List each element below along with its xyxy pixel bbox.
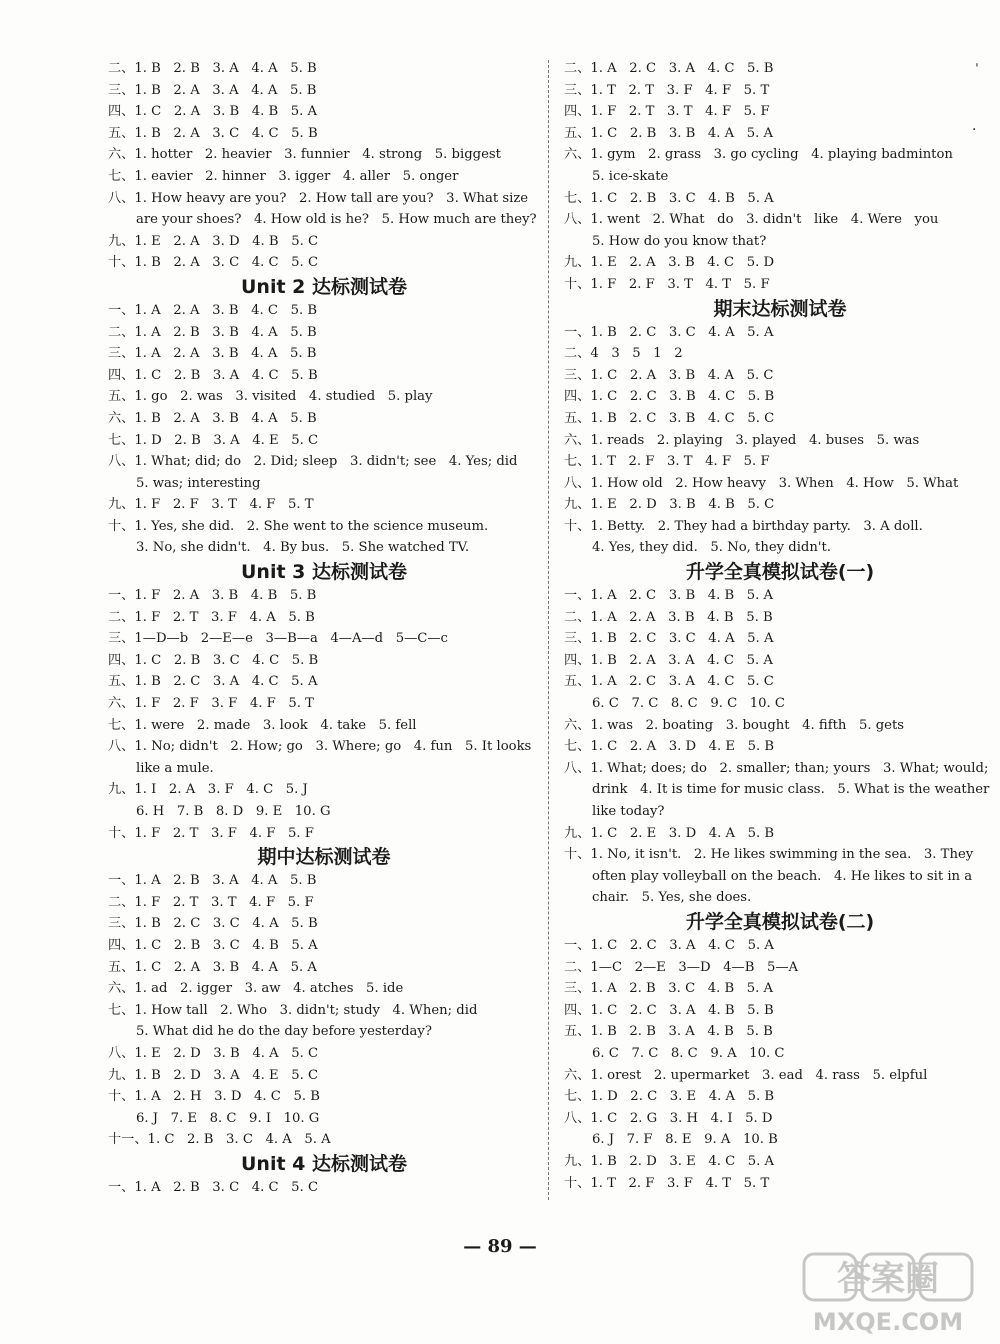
answer-line: 一、1. A 2. A 3. B 4. C 5. B — [108, 302, 318, 318]
answer-line: 6. H 7. B 8. D 9. E 10. G — [136, 804, 331, 819]
scan-mark: · — [972, 122, 977, 138]
section-heading: Unit 4 达标测试卷 — [241, 1152, 407, 1175]
answer-line: 5. ice-skate — [592, 168, 669, 184]
answer-line: 三、1. T 2. T 3. F 4. F 5. T — [564, 82, 770, 98]
answer-line: 二、1. F 2. T 3. F 4. A 5. B — [108, 609, 315, 625]
section-heading: 期中达标测试卷 — [257, 846, 391, 869]
page-number: — 89 — — [463, 1236, 537, 1257]
section-heading: 升学全真模拟试卷(二) — [685, 910, 875, 933]
answer-line: 十、1. Betty. 2. They had a birthday party. 3. A doll. — [564, 518, 923, 534]
answer-line: 三、1. B 2. C 3. C 4. A 5. A — [564, 631, 774, 647]
answer-line: 九、1. B 2. D 3. E 4. C 5. A — [564, 1153, 775, 1169]
answer-line: 四、1. C 2. B 3. C 4. B 5. A — [108, 937, 318, 953]
answer-line: 八、1. How heavy are you? 2. How tall are you? 3. What size — [108, 190, 529, 206]
answer-line: 6. C 7. C 8. C 9. C 10. C — [592, 696, 786, 712]
answer-line: 五、1. B 2. B 3. A 4. B 5. B — [564, 1024, 773, 1040]
answer-line: 6. J 7. F 8. E 9. A 10. B — [592, 1132, 778, 1148]
answer-line: 一、1. F 2. A 3. B 4. B 5. B — [108, 588, 317, 604]
answer-line: 六、1. ad 2. igger 3. aw 4. atches 5. ide — [108, 981, 404, 997]
answer-line: 七、1. T 2. F 3. T 4. F 5. F — [564, 454, 770, 470]
answer-line: 六、1. hotter 2. heavier 3. funnier 4. strong 5. biggest — [108, 147, 501, 163]
answer-line: 四、1. F 2. T 3. T 4. F 5. F — [564, 104, 770, 120]
answer-line: 六、1. gym 2. grass 3. go cycling 4. playing badminton — [564, 147, 953, 163]
answer-line: 二、1—C 2—E 3—D 4—B 5—A — [564, 959, 799, 975]
answer-line: 九、1. E 2. D 3. B 4. B 5. C — [564, 497, 775, 513]
answer-line: are your shoes? 4. How old is he? 5. How much are they? — [136, 212, 537, 228]
answer-line: 八、1. went 2. What do 3. didn't like 4. Were you — [564, 212, 939, 228]
answer-line: 八、1. What; did; do 2. Did; sleep 3. didn't; see 4. Yes; did — [108, 454, 518, 470]
answer-line: 一、1. B 2. C 3. C 4. A 5. A — [564, 324, 774, 340]
scan-mark: ˈ — [975, 62, 979, 78]
answer-line: 四、1. C 2. A 3. B 4. B 5. A — [108, 104, 318, 120]
right-column — [564, 58, 996, 1194]
answer-line: 七、1. were 2. made 3. look 4. take 5. fell — [108, 717, 417, 733]
answer-line: 九、1. I 2. A 3. F 4. C 5. J — [108, 782, 308, 798]
answer-line: 五、1. A 2. C 3. A 4. C 5. C — [564, 674, 774, 690]
answer-line: 六、1. B 2. A 3. B 4. A 5. B — [108, 410, 317, 426]
answer-line: 七、1. C 2. B 3. C 4. B 5. A — [564, 190, 774, 206]
answer-line: 6. C 7. C 8. C 9. A 10. C — [592, 1045, 785, 1061]
answer-line: 二、1. A 2. C 3. A 4. C 5. B — [564, 61, 774, 76]
answer-line: like today? — [592, 804, 665, 819]
answer-line: 八、1. What; does; do 2. smaller; than; yours 3. What; would; — [564, 760, 989, 776]
answer-line: 一、1. C 2. C 3. A 4. C 5. A — [564, 937, 774, 953]
answer-line: 三、1. A 2. B 3. C 4. B 5. A — [564, 981, 774, 997]
answer-line: 十、1. B 2. A 3. C 4. C 5. C — [108, 255, 319, 271]
answer-line: 八、1. No; didn't 2. How; go 3. Where; go 4. fun 5. It looks — [108, 739, 532, 755]
answer-line: 3. No, she didn't. 4. By bus. 5. She watched TV. — [136, 540, 470, 556]
answer-line: 八、1. How old 2. How heavy 3. When 4. How 5. What — [564, 475, 959, 491]
answer-line: 二、1. A 2. A 3. B 4. B 5. B — [564, 609, 773, 625]
section-heading: Unit 3 达标测试卷 — [241, 561, 407, 584]
answer-line: 十、1. Yes, she did. 2. She went to the science museum. — [108, 518, 489, 534]
answer-line: 二、1. A 2. B 3. B 4. A 5. B — [108, 324, 317, 340]
watermark-text: 答案圈 — [837, 1259, 939, 1299]
answer-line: 5. What did he do the day before yesterday? — [136, 1024, 432, 1040]
answer-line: 4. Yes, they did. 5. No, they didn't. — [592, 540, 831, 556]
section-heading: 升学全真模拟试卷(一) — [685, 561, 875, 584]
watermark-logo — [796, 1250, 986, 1336]
answer-line: 四、1. C 2. C 3. A 4. B 5. B — [564, 1002, 774, 1018]
column-divider — [548, 60, 549, 1200]
answer-line: 6. J 7. E 8. C 9. I 10. G — [136, 1110, 320, 1126]
answer-line: 四、1. C 2. C 3. B 4. C 5. B — [564, 389, 775, 405]
answer-line: 七、1. How tall 2. Who 3. didn't; study 4. When; did — [108, 1002, 478, 1018]
answer-line: 六、1. was 2. boating 3. bought 4. fifth 5. gets — [564, 717, 905, 733]
answer-line: 九、1. B 2. D 3. A 4. E 5. C — [108, 1067, 319, 1083]
answer-line: 5. was; interesting — [136, 475, 261, 491]
answer-line: 一、1. A 2. B 3. A 4. A 5. B — [108, 873, 317, 889]
answer-line: 十、1. F 2. T 3. F 4. F 5. F — [108, 825, 314, 841]
answer-line: 十、1. F 2. F 3. T 4. T 5. F — [564, 276, 770, 292]
answer-line: often play volleyball on the beach. 4. He likes to sit in a — [592, 868, 973, 884]
answer-line: 三、1. A 2. A 3. B 4. A 5. B — [108, 346, 317, 362]
answer-line: 十、1. A 2. H 3. D 4. C 5. B — [108, 1089, 320, 1105]
answer-line: 三、1. B 2. A 3. A 4. A 5. B — [108, 82, 317, 98]
watermark-url: MXQE.COM — [812, 1308, 964, 1336]
answer-line: 二、4 3 5 1 2 — [564, 346, 683, 362]
answer-line: 一、1. A 2. C 3. B 4. B 5. A — [564, 588, 774, 604]
answer-line: chair. 5. Yes, she does. — [592, 890, 752, 906]
answer-line: 九、1. C 2. E 3. D 4. A 5. B — [564, 825, 775, 841]
answer-line: 五、1. B 2. C 3. A 4. C 5. A — [108, 674, 318, 690]
answer-line: 三、1. C 2. A 3. B 4. A 5. C — [564, 367, 774, 383]
answer-line: 四、1. C 2. B 3. C 4. C 5. B — [108, 652, 319, 668]
answer-line: 四、1. C 2. B 3. A 4. C 5. B — [108, 367, 318, 383]
answer-line: 七、1. C 2. A 3. D 4. E 5. B — [564, 739, 775, 755]
answer-line: 四、1. B 2. A 3. A 4. C 5. A — [564, 652, 773, 668]
answer-line: 十、1. T 2. F 3. F 4. T 5. T — [564, 1175, 770, 1191]
answer-line: 三、1. B 2. C 3. C 4. A 5. B — [108, 916, 318, 932]
answer-line: 十、1. No, it isn't. 2. He likes swimming in the sea. 3. They — [564, 847, 974, 863]
answer-line: 八、1. C 2. G 3. H 4. I 5. D — [564, 1110, 773, 1126]
answer-line: 九、1. F 2. F 3. T 4. F 5. T — [108, 497, 314, 513]
answer-line: 五、1. C 2. B 3. B 4. A 5. A — [564, 125, 774, 141]
answer-line: 一、1. A 2. B 3. C 4. C 5. C — [108, 1179, 319, 1195]
answer-line: 六、1. orest 2. upermarket 3. ead 4. rass 5. elpful — [564, 1067, 928, 1083]
answer-line: 三、1—D—b 2—E—e 3—B—a 4—A—d 5—C—c — [108, 631, 448, 647]
answer-line: 八、1. E 2. D 3. B 4. A 5. C — [108, 1045, 319, 1061]
answer-line: 5. How do you know that? — [592, 233, 767, 249]
answer-line: 十一、1. C 2. B 3. C 4. A 5. A — [108, 1132, 331, 1148]
answer-line: 五、1. go 2. was 3. visited 4. studied 5. play — [108, 389, 433, 405]
answer-line: 九、1. E 2. A 3. B 4. C 5. D — [564, 255, 775, 271]
answer-line: 九、1. E 2. A 3. D 4. B 5. C — [108, 233, 319, 249]
section-heading: Unit 2 达标测试卷 — [241, 275, 407, 298]
answer-line: 七、1. eavier 2. hinner 3. igger 4. aller 5. onger — [108, 168, 459, 184]
section-heading: 期末达标测试卷 — [713, 297, 847, 320]
answer-line: drink 4. It is time for music class. 5. What is the weather — [592, 782, 990, 798]
left-column — [108, 58, 540, 1199]
answer-line: 二、1. B 2. B 3. A 4. A 5. B — [108, 61, 317, 76]
answer-line: 七、1. D 2. C 3. E 4. A 5. B — [564, 1089, 775, 1105]
answer-line: 六、1. reads 2. playing 3. played 4. buses 5. was — [564, 432, 920, 448]
answer-line: 七、1. D 2. B 3. A 4. E 5. C — [108, 432, 319, 448]
answer-line: 六、1. F 2. F 3. F 4. F 5. T — [108, 696, 314, 712]
answer-line: 五、1. B 2. A 3. C 4. C 5. B — [108, 125, 318, 141]
answer-line: like a mule. — [136, 760, 214, 776]
answer-line: 五、1. B 2. C 3. B 4. C 5. C — [564, 410, 775, 426]
answer-line: 二、1. F 2. T 3. T 4. F 5. F — [108, 894, 314, 910]
answer-line: 五、1. C 2. A 3. B 4. A 5. A — [108, 959, 317, 975]
